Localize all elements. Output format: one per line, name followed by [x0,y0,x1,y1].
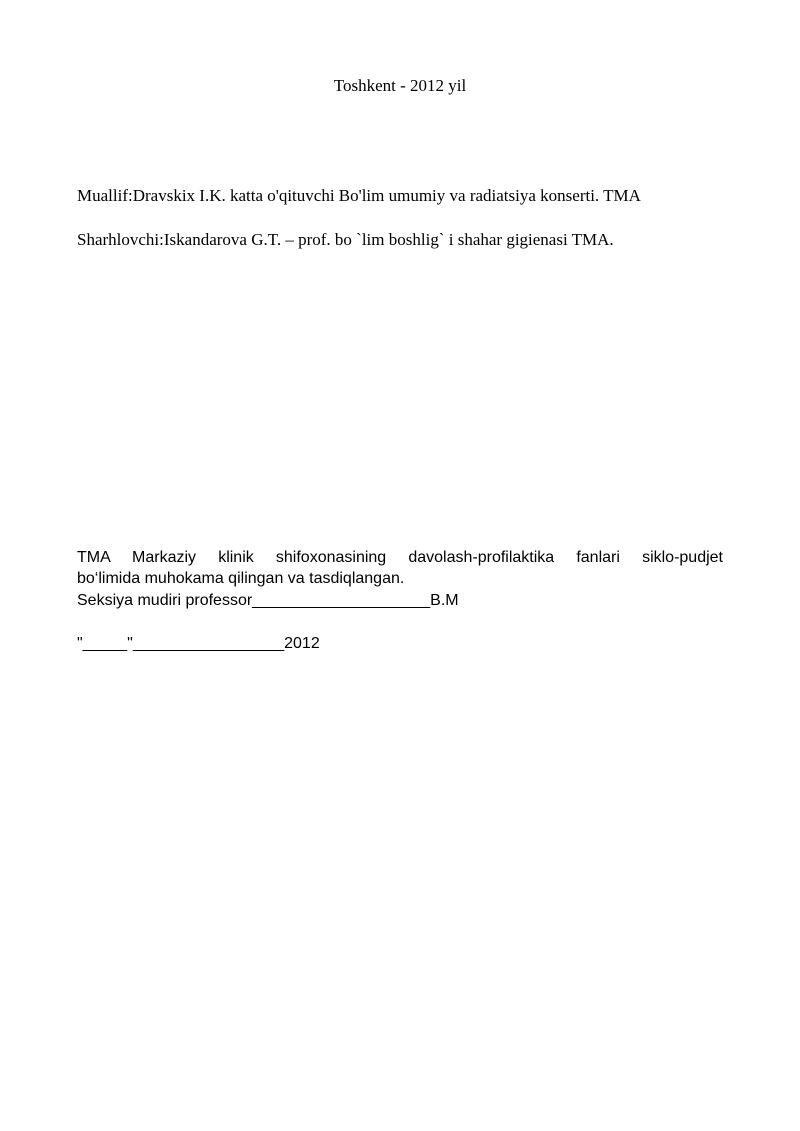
city-year-heading: Toshkent - 2012 yil [333,76,467,95]
approval-statement [77,547,723,589]
approval-line-1: TMA Markaziy klinik shifoxonasining davolash-profilaktika fanlari siklo-pudjet [77,549,723,566]
reviewer-line: Sharhlovchi:Iskandarova G.T. – prof. bo `lim boshlig` i shahar gigienasi TMA. [77,230,614,249]
date-line: "_____"_________________2012 [77,635,320,652]
approval-line-2: bo‘limida muhokama qilingan va tasdiqlangan. [77,570,405,587]
section-head-signature-line: Seksiya mudiri professor____________________B.M [77,592,459,609]
author-line: Muallif:Dravskix I.K. katta o'qituvchi Bo'lim umumiy va radiatsiya konserti. TMA [77,186,641,205]
